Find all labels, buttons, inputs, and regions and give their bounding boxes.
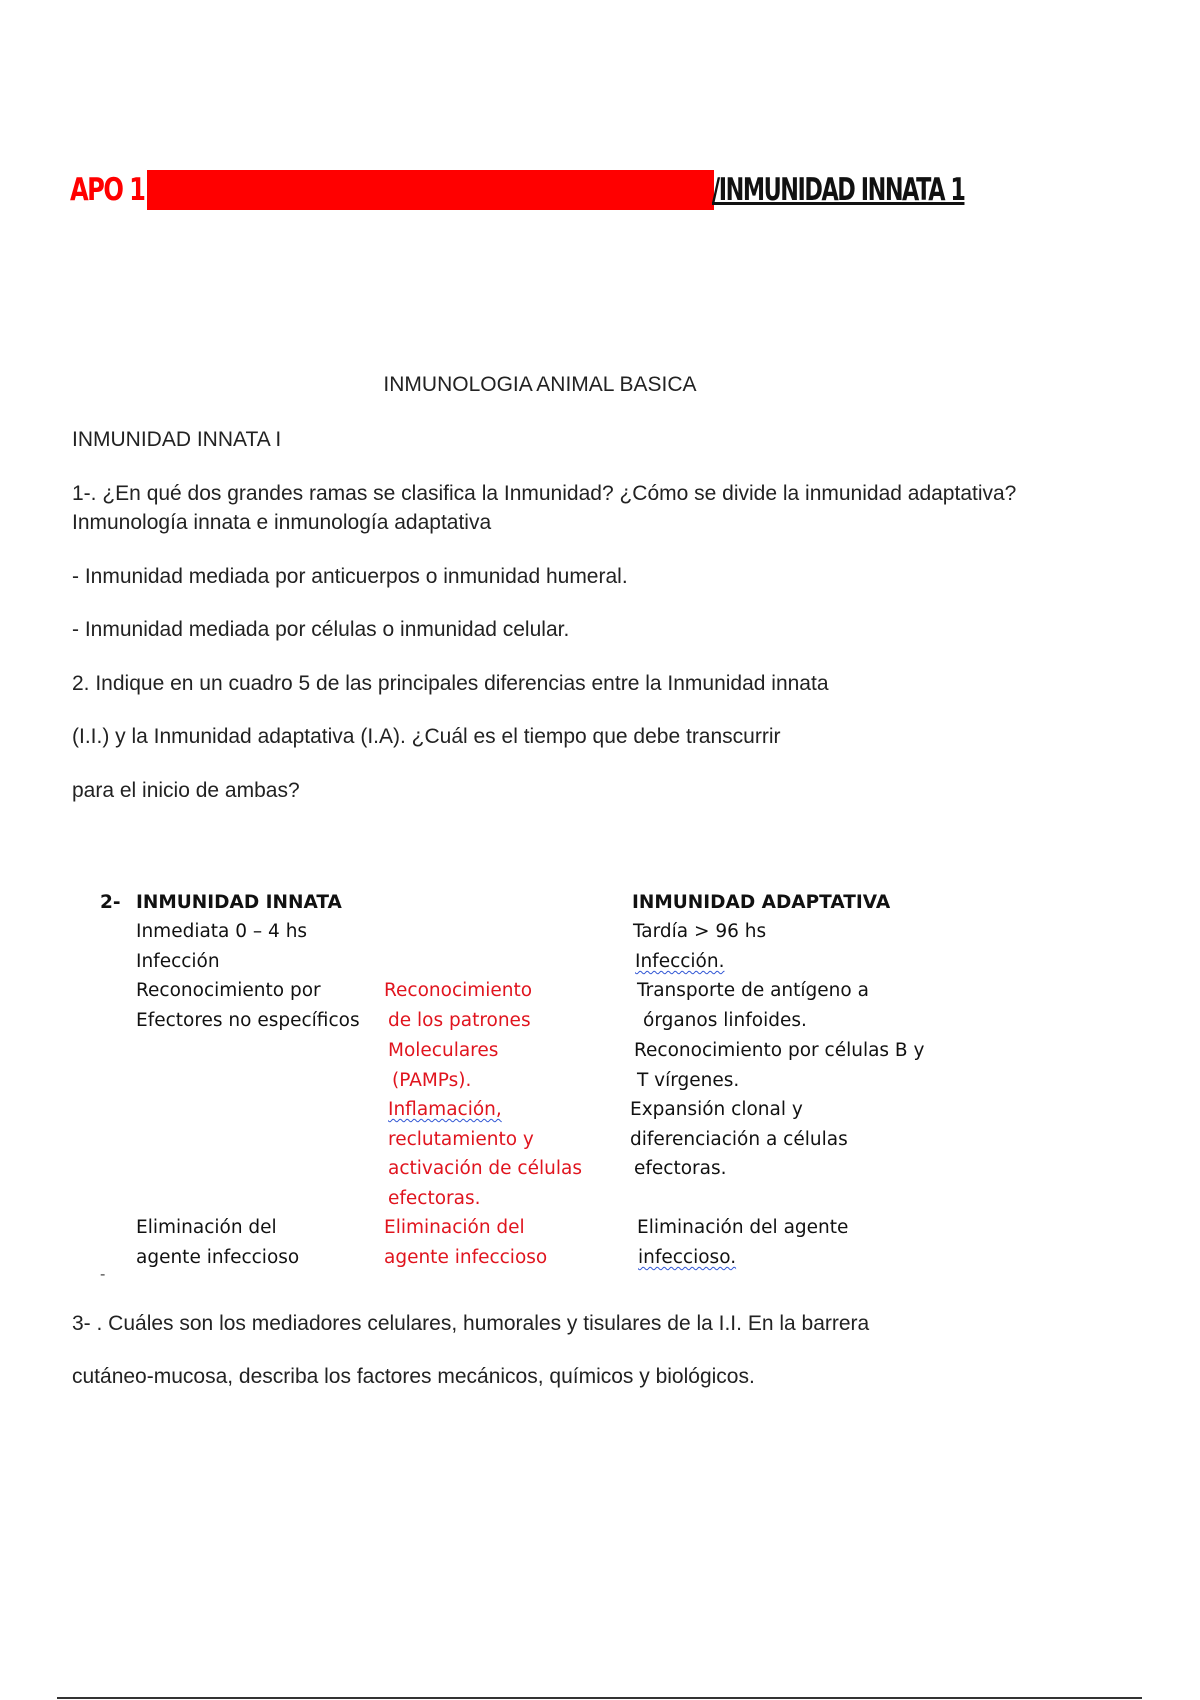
adaptive-infection: Infección. xyxy=(635,951,725,972)
question-2-line-1: 2. Indique en un cuadro 5 de las principales diferencias entre la Inmunidad innata xyxy=(72,672,829,695)
innate-elimination-1: Eliminación del xyxy=(136,1217,277,1238)
document-header xyxy=(70,170,980,210)
adaptive-recognition-1: Reconocimiento por células B y xyxy=(634,1040,925,1061)
middle-line-1: Reconocimiento xyxy=(384,980,533,1001)
header-redaction-block xyxy=(147,170,714,210)
section-title: INMUNIDAD INNATA I xyxy=(72,428,282,451)
adaptive-expansion-3: efectoras. xyxy=(634,1158,727,1179)
adaptive-recognition-2: T vírgenes. xyxy=(637,1070,740,1091)
question-2-line-3: para el inicio de ambas? xyxy=(72,779,300,802)
table-number: 2- xyxy=(100,892,121,913)
table-trailing-dash: - xyxy=(100,1266,106,1283)
middle-elimination-2: agente infeccioso xyxy=(384,1247,548,1268)
middle-line-3: Moleculares xyxy=(388,1040,499,1061)
middle-elimination-1: Eliminación del xyxy=(384,1217,525,1238)
header-left-label: APO 1 xyxy=(70,172,145,208)
middle-line-5: Inflamación, xyxy=(388,1099,502,1120)
middle-line-8: efectoras. xyxy=(388,1188,481,1209)
innate-header: INMUNIDAD INNATA xyxy=(136,892,342,913)
question-2-line-2: (I.I.) y la Inmunidad adaptativa (I.A). ¿Cuál es el tiempo que debe transcurrir xyxy=(72,725,781,748)
question-1: 1-. ¿En qué dos grandes ramas se clasifica la Inmunidad? ¿Cómo se divide la inmunidad adaptativa? xyxy=(72,482,1017,505)
adaptive-expansion-1: Expansión clonal y xyxy=(630,1099,803,1120)
innate-timing: Inmediata 0 – 4 hs xyxy=(136,921,308,942)
innate-recognition-2: Efectores no específicos xyxy=(136,1010,360,1031)
middle-line-2: de los patrones xyxy=(388,1010,531,1031)
innate-elimination-2: agente infeccioso xyxy=(136,1247,300,1268)
question-3-line-1: 3- . Cuáles son los mediadores celulares, humorales y tisulares de la I.I. En la barrera xyxy=(72,1312,870,1335)
comparison-table xyxy=(100,888,980,1288)
middle-line-4: (PAMPs). xyxy=(392,1070,472,1091)
innate-infection: Infección xyxy=(136,951,220,972)
adaptive-transport-1: Transporte de antígeno a xyxy=(637,980,869,1001)
adaptive-elimination-1: Eliminación del agente xyxy=(637,1217,849,1238)
innate-recognition-1: Reconocimiento por xyxy=(136,980,321,1001)
question-3-line-2: cutáneo-mucosa, describa los factores mecánicos, químicos y biológicos. xyxy=(72,1365,755,1388)
answer-1-item-2: - Inmunidad mediada por células o inmunidad celular. xyxy=(72,618,570,641)
adaptive-expansion-2: diferenciación a células xyxy=(630,1129,848,1150)
header-right-label: /INMUNIDAD INNATA 1 xyxy=(712,172,965,208)
adaptive-transport-2: órganos linfoides. xyxy=(643,1010,807,1031)
answer-1: Inmunología innata e inmunología adaptativa xyxy=(72,511,492,534)
middle-line-6: reclutamiento y xyxy=(388,1129,534,1150)
answer-1-item-1: - Inmunidad mediada por anticuerpos o inmunidad humeral. xyxy=(72,565,628,588)
adaptive-elimination-2: infeccioso. xyxy=(638,1247,737,1268)
adaptive-timing: Tardía > 96 hs xyxy=(633,921,767,942)
document-title: INMUNOLOGIA ANIMAL BASICA xyxy=(383,373,697,396)
footer-divider xyxy=(57,1697,1142,1699)
middle-line-7: activación de células xyxy=(388,1158,582,1179)
adaptive-header: INMUNIDAD ADAPTATIVA xyxy=(632,892,891,913)
